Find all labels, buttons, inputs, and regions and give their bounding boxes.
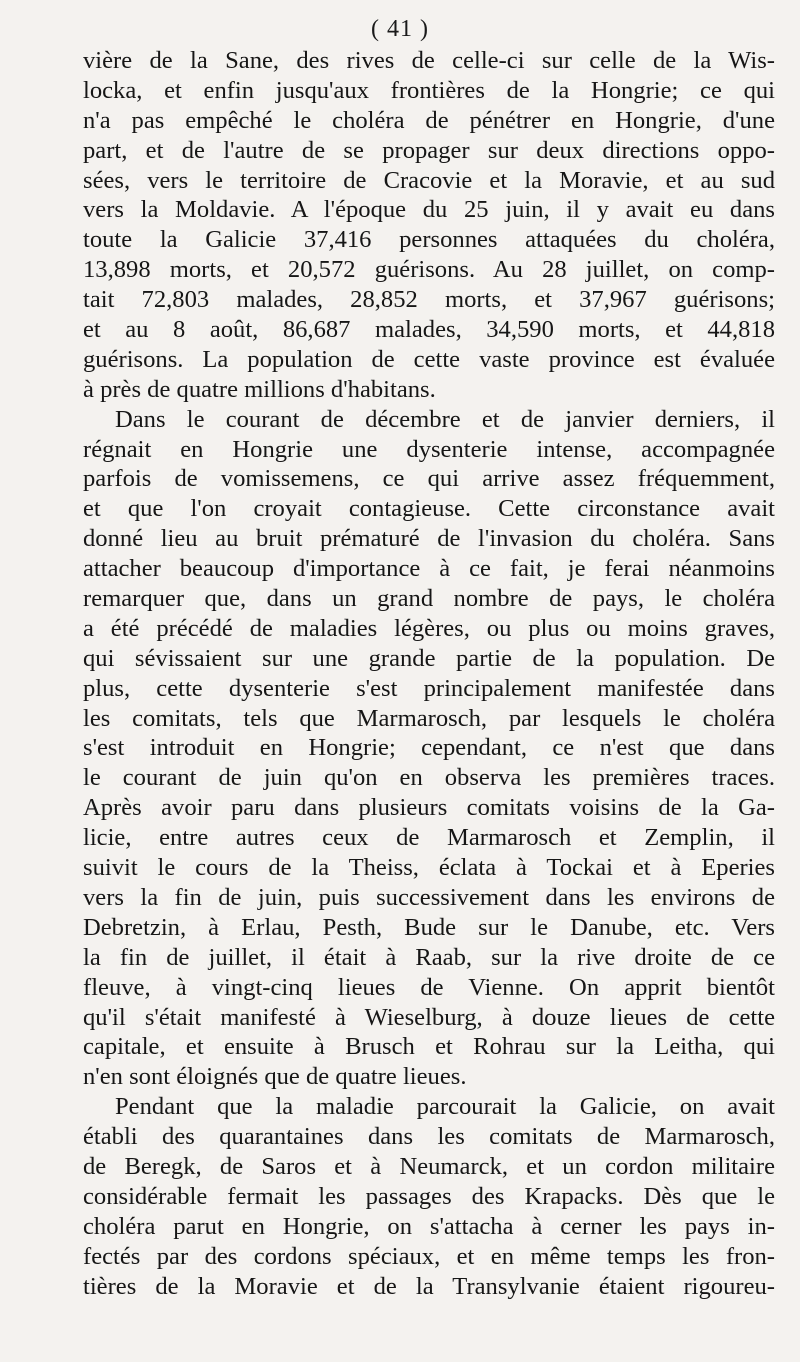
text-line: vers la fin de juin, puis successivement dans les environs de: [83, 883, 775, 911]
text-line: Debretzin, à Erlau, Pesth, Bude sur le Danube, etc. Vers: [83, 913, 775, 941]
text-line: part, et de l'autre de se propager sur deux directions oppo-: [83, 136, 775, 164]
text-line: tières de la Moravie et de la Transylvanie étaient rigoureu-: [83, 1272, 775, 1300]
text-line: à près de quatre millions d'habitans.: [83, 375, 436, 403]
text-line: régnait en Hongrie une dysenterie intense, accompagnée: [83, 435, 775, 463]
text-line: qu'il s'était manifesté à Wieselburg, à douze lieues de cette: [83, 1003, 775, 1031]
text-line: n'en sont éloignés que de quatre lieues.: [83, 1063, 467, 1091]
text-line: licie, entre autres ceux de Marmarosch et Zemplin, il: [83, 824, 775, 852]
text-line: suivit le cours de la Theiss, éclata à Tockai et à Eperies: [83, 854, 775, 882]
text-line: capitale, et ensuite à Brusch et Rohrau sur la Leitha, qui: [83, 1033, 775, 1061]
text-line: Après avoir paru dans plusieurs comitats voisins de la Ga-: [83, 794, 775, 822]
text-line: fectés par des cordons spéciaux, et en même temps les fron-: [83, 1242, 775, 1270]
text-line: guérisons. La population de cette vaste province est évaluée: [83, 345, 775, 373]
text-line: sées, vers le territoire de Cracovie et la Moravie, et au sud: [83, 166, 775, 194]
text-line: vière de la Sane, des rives de celle-ci sur celle de la Wis-: [83, 47, 775, 74]
text-line: qui sévissaient sur une grande partie de la population. De: [83, 644, 775, 672]
text-line: Dans le courant de décembre et de janvier derniers, il: [115, 405, 775, 433]
text-line: le courant de juin qu'on en observa les premières traces.: [83, 764, 775, 792]
text-line: n'a pas empêché le choléra de pénétrer en Hongrie, d'une: [83, 106, 775, 134]
text-line: s'est introduit en Hongrie; cependant, ce n'est que dans: [83, 734, 775, 762]
text-line: la fin de juillet, il était à Raab, sur la rive droite de ce: [83, 943, 775, 971]
text-line: tait 72,803 malades, 28,852 morts, et 37,967 guérisons;: [83, 286, 775, 314]
page-number: ( 41 ): [371, 16, 429, 42]
text-line: et au 8 août, 86,687 malades, 34,590 morts, et 44,818: [83, 316, 775, 344]
body-text: [83, 46, 775, 1301]
text-line: toute la Galicie 37,416 personnes attaquées du choléra,: [83, 226, 775, 254]
text-line: établi des quarantaines dans les comitats de Marmarosch,: [83, 1123, 775, 1151]
text-line: a été précédé de maladies légères, ou plus ou moins graves,: [83, 614, 775, 642]
text-line: de Beregk, de Saros et à Neumarck, et un cordon militaire: [83, 1152, 775, 1180]
text-line: locka, et enfin jusqu'aux frontières de la Hongrie; ce qui: [83, 76, 775, 104]
text-line: vers la Moldavie. A l'époque du 25 juin, il y avait eu dans: [83, 196, 775, 224]
text-line: 13,898 morts, et 20,572 guérisons. Au 28 juillet, on comp-: [83, 256, 775, 284]
text-line: et que l'on croyait contagieuse. Cette circonstance avait: [83, 495, 775, 523]
text-line: parfois de vomissemens, ce qui arrive assez fréquemment,: [83, 465, 775, 493]
text-line: Pendant que la maladie parcourait la Galicie, on avait: [115, 1093, 775, 1121]
text-line: les comitats, tels que Marmarosch, par lesquels le choléra: [83, 704, 775, 732]
text-line: considérable fermait les passages des Krapacks. Dès que le: [83, 1182, 775, 1210]
text-line: attacher beaucoup d'importance à ce fait, je ferai néanmoins: [83, 555, 775, 583]
text-line: remarquer que, dans un grand nombre de pays, le choléra: [83, 585, 775, 613]
text-line: plus, cette dysenterie s'est principalement manifestée dans: [83, 674, 775, 702]
text-line: donné lieu au bruit prématuré de l'invasion du choléra. Sans: [83, 525, 775, 553]
text-line: fleuve, à vingt-cinq lieues de Vienne. On apprit bientôt: [83, 973, 775, 1001]
text-line: choléra parut en Hongrie, on s'attacha à cerner les pays in-: [83, 1212, 775, 1240]
